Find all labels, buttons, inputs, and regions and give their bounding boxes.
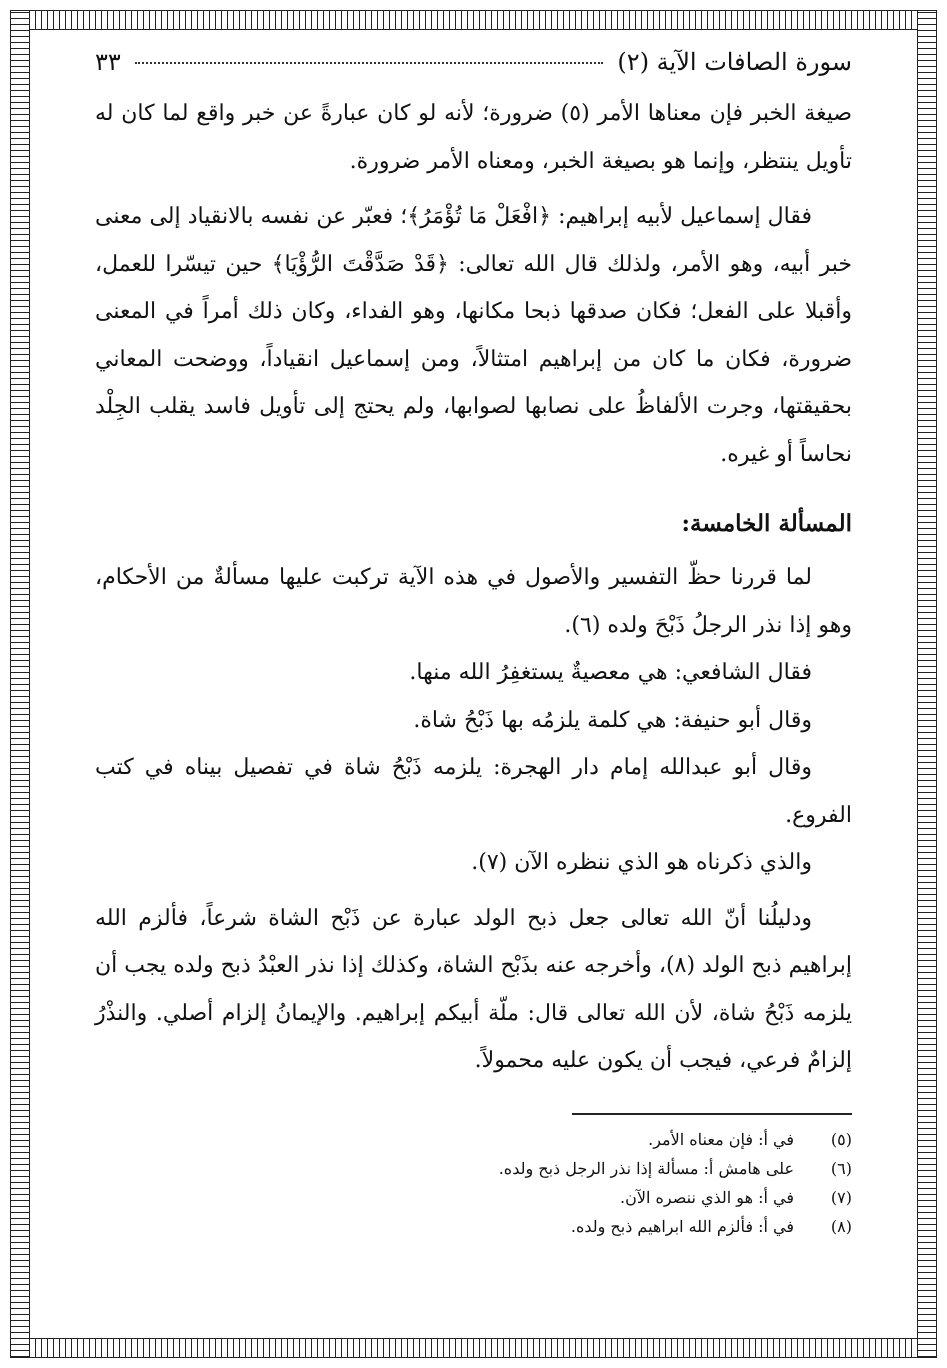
paragraph-2: فقال إسماعيل لأبيه إبراهيم: ﴿افْعَلْ مَا تُؤْمَرُ﴾؛ فعبّر عن نفسه بالانقياد إلى معنى خبر أبيه، وهو الأمر، ولذلك قال الله تعالى: ﴿قَدْ صَدَّقْتَ الرُّؤْيَا﴾ حين تيسّرا للعمل، وأقبلا على الفعل؛ فكان صدقها ذبحا مكانها، وهو الفداء، وكان ذلك أمراً في المعنى ضرورة، فكان ما كان من إبراهيم امتثالاً، ومن إسماعيل انقياداً، ووضحت المعاني بحقيقتها، وجرت الألفاظُ على نصابها لصوابها، ولم يحتج إلى تأويل فاسد يقلب الجِلْد نحاساً أو غيره. xyxy=(95,204,852,467)
section-paragraph-5: والذي ذكرناه هو الذي ننظره الآن (٧). xyxy=(471,850,812,875)
paragraph-1: صيغة الخبر فإن معناها الأمر (٥) ضرورة؛ لأنه لو كان عبارةً عن خبر واقع لما كان له تأويل ينتظر، وإنما هو بصيغة الخبر، ومعناه الأمر ضرورة. xyxy=(95,101,853,174)
section-heading: المسألة الخامسة: xyxy=(681,510,852,537)
footnote-number: (٧) xyxy=(830,1187,852,1207)
section-paragraph-4: وقال أبو عبدالله إمام دار الهجرة: يلزمه ذَبْحُ شاة في تفصيل بيناه في كتب الفروع. xyxy=(95,755,852,828)
footnote xyxy=(95,1183,852,1212)
footnote xyxy=(95,1154,852,1183)
footnote-number: (٨) xyxy=(830,1216,852,1236)
border-left xyxy=(11,11,30,1357)
page-number: ٣٣ xyxy=(95,48,121,76)
section-paragraph-2: فقال الشافعي: هي معصيةٌ يستغفِرُ الله منها. xyxy=(409,660,812,685)
header-dot-leader xyxy=(135,62,604,64)
running-header xyxy=(95,48,852,76)
footnote xyxy=(95,1212,852,1241)
header-title: سورة الصافات الآية (٢) xyxy=(617,48,852,76)
section-paragraph-1: لما قررنا حظّ التفسير والأصول في هذه الآية تركبت عليها مسألةٌ من الأحكام، وهو إذا نذر الرجلُ ذَبْحَ ولده (٦). xyxy=(95,565,852,638)
border-bottom xyxy=(11,1338,936,1357)
footnote-text: في أ: فألزم الله ابراهيم ذبح ولده. xyxy=(570,1216,794,1236)
border-top xyxy=(11,11,936,30)
section-paragraph-6: ودليلُنا أنّ الله تعالى جعل ذبح الولد عبارة عن ذَبْح الشاة شرعاً، فألزم الله إبراهيم ذبح الولد (٨)، وأخرجه عنه بذَبْح الشاة، وكذلك إذا نذر العبْدُ ذبح ولده يجب أن يلزمه ذَبْحُ شاة، لأن الله تعالى قال: ملّة أبيكم إبراهيم. والإيمانُ إلزام أصلي. والنذْرُ إلزامٌ فرعي، فيجب أن يكون عليه محمولاً. xyxy=(95,905,853,1073)
footnote-separator xyxy=(572,1113,852,1115)
footnote xyxy=(95,1125,852,1154)
footnote-number: (٥) xyxy=(830,1129,852,1149)
footnote-text: على هامش أ: مسألة إذا نذر الرجل ذبح ولده. xyxy=(498,1158,794,1178)
border-right xyxy=(917,11,936,1357)
footnote-text: في أ: هو الذي ننصره الآن. xyxy=(620,1187,794,1207)
section-paragraph-3: وقال أبو حنيفة: هي كلمة يلزمُه بها ذَبْحُ شاة. xyxy=(413,707,812,733)
page-content xyxy=(95,48,852,1241)
footnote-text: في أ: فإن معناه الأمر. xyxy=(648,1129,794,1149)
footnote-number: (٦) xyxy=(830,1158,852,1178)
